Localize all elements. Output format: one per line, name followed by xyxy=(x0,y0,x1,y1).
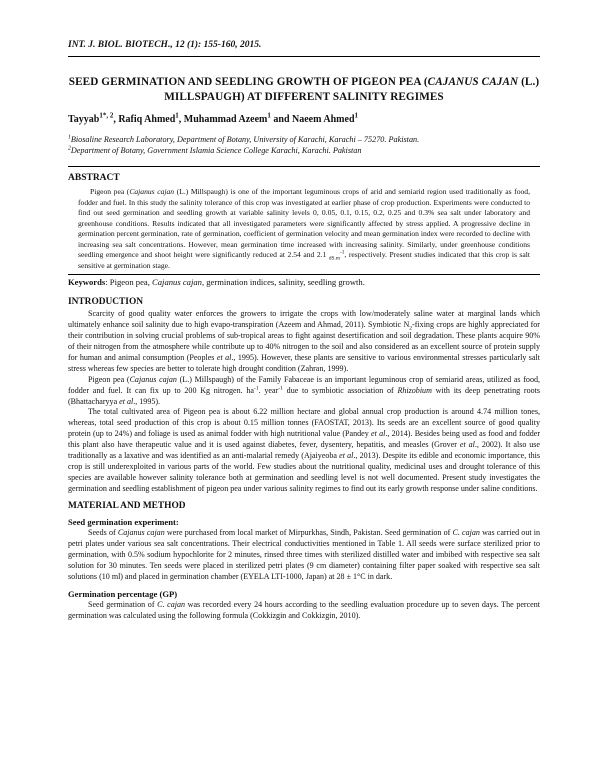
author: Rafiq Ahmed$^1$, xyxy=(118,111,184,126)
methods-heading: MATERIAL AND METHOD xyxy=(68,500,186,511)
intro-paragraph-2: Pigeon pea (Cajanus cajan (L.) Millspaugh) of the Family Fabaceae is an important leguminous crop of semiarid areas, utilized as food, fodder and fuel. It can fix up to 200 Kg nitrogen. $ha^{-1}$. year$^{-1}$ due to symbiotic association of Rhizobium with its deep penetrating roots (Bhattacharyya et al., 1995). xyxy=(68,374,541,406)
intro-heading: INTRODUCTION xyxy=(68,297,144,307)
methods-subheading-gp: Germination percentage (GP) xyxy=(68,588,178,599)
author: Naeem Ahmed$^1$ xyxy=(292,111,359,126)
methods-paragraph-2: Seed germination of C. cajan was recorded every 24 hours according to the seedling evaluation procedure up to seven days. The percent germination was calculated using the following formula (Cokkizgin and Cokkizgin, 2010). xyxy=(68,599,540,620)
abstract-heading: ABSTRACT xyxy=(68,173,120,184)
intro-paragraph-1: Scarcity of good quality water enforces the growers to irrigate the crops with low/moderately saline water at marginal lands which ultimately enhance soil salinity due to high evapo-transpiration (Azeem and Ahmad, 2011). Symbiotic $N_2$-fixing crops are highly appreciated for their contribution in solving crucial problems of sub-tropical areas to fight against desertification and soil degradation. These plants acquire 90% of their nitrogen from the atmosphere while contribute up to 40% nitrogen to the soil and also considered as an excellent source of protein supply for human and animal consumption (Peoples et al., 1995). However, these plants are sensitive to various environmental stresses particularly salt stress whereas few species are better to tolerate high drought condition (Zahran, 1999). xyxy=(68,309,540,373)
affiliation-1: $^1$Biosaline Research Laboratory, Department of Botany, University of Karachi, Karachi – 75270. Pakistan. xyxy=(68,134,420,145)
title-species: CAJANUS CAJAN xyxy=(427,76,519,88)
header-rule xyxy=(68,56,540,57)
abstract-text: Pigeon pea (Cajanus cajan (L.) Millspaugh) is one of the important leguminous crops of arid and semiarid region used traditionally as food, fodder and fuel. In this study the salinity tolerance of this crop was investigated at earlier phase of crop production. Experiments were conducted to find out seed germination and seedling growth at variable salinity levels 0, 0.05, 0.1, 0.15, 0.2, 0.25 and 0.3% sea salt under laboratory and greenhouse conditions. Results indicated that all investigated parameters were significantly affected by stress applied. A progressive decline in germination percent germination, rate of germination, coefficient of germination velocity and mean germination index were recorded to decline with increasing sea salt concentrations. However, mean germination time increased with increasing salinity. Similarly, under greenhouse conditions seedling emergence and shoot height were significantly reduced at 2.54 and 2.1 $_{dS.m}^{-1}$, respectively. Present studies indicated that this crop is salt sensitive at germination stage. xyxy=(78,187,530,270)
journal-citation: INT. J. BIOL. BIOTECH., 12 (1): 155-160, 2015. xyxy=(68,40,262,50)
author-list xyxy=(68,111,540,126)
paper-title: SEED GERMINATION AND SEEDLING GROWTH OF PIGEON PEA (CAJANUS CAJAN (L.) MILLSPAUGH) AT DIFFERENT SALINITY REGIMES xyxy=(68,76,540,103)
author: Muhammad Azeem$^1$ and xyxy=(183,111,293,126)
keywords: Keywords: Pigeon pea, Cajanus cajan, germination indices, salinity, seedling growth. xyxy=(68,274,540,287)
abstract-top-rule xyxy=(68,166,540,167)
methods-subheading-germination: Seed germination experiment: xyxy=(68,516,179,527)
intro-paragraph-3: The total cultivated area of Pigeon pea is about 6.22 million hectare and global annual crop production is around 4.74 million tones, whereas, total seed production of this crop is about 0.15 million tonnes (FAOSTAT, 2013). Its seeds are an excellent source of good quality protein (up to 24%) and foliage is used as animal fodder with high nutritional value (Pandey et al., 2014). Besides being used as food and fodder this plant also have therapeutic value and it is used against diabetes, fever, dysentery, hepatitis, and measles (Grover et al., 2002). It also use traditionally as a laxative and was identified as an anti-malarial remedy (Ajaiyeoba et al., 2013). Despite its edible and economic importance, this crop is still underexploited in various parts of the world. Few studies about the nutritional quality, medicinal uses and drought tolerance of this species are available however salinity tolerance both at germination and seedling level is not well documented. Present study investigates the germination and seedling establishment of pigeon pea under various salinity regimes to find out its early growth response under saline conditions. xyxy=(68,407,541,493)
affiliation-2: $^2$Department of Botany, Government Islamia Science College Karachi, Karachi. Pakistan xyxy=(68,145,362,156)
affiliations xyxy=(68,134,540,162)
methods-paragraph-1: Seeds of Cajanus cajan were purchased from local market of Mirpurkhas, Sindh, Pakistan. Seed germination of C. cajan was carried out in petri plates under various sea salt concentrations. Their electrical conductivities mentioned in Table 1. All seeds were surface sterilized prior to germination, with 0.5% sodium hypochlorite for 2 minutes, rinsed three times with sterilized distilled water and imbibed with respective sea salt solution for 30 minutes. Ten seeds were placed in sterilized petri plates (9 cm diameter) containing filter paper soaked with respective sea salt solutions (10 ml) and placed in germination chamber (EYELA LTI-1000, Japan) at 28 ± 1°C in dark. xyxy=(68,527,541,581)
author: Tayyab$^{1*, 2}$, xyxy=(68,111,119,126)
